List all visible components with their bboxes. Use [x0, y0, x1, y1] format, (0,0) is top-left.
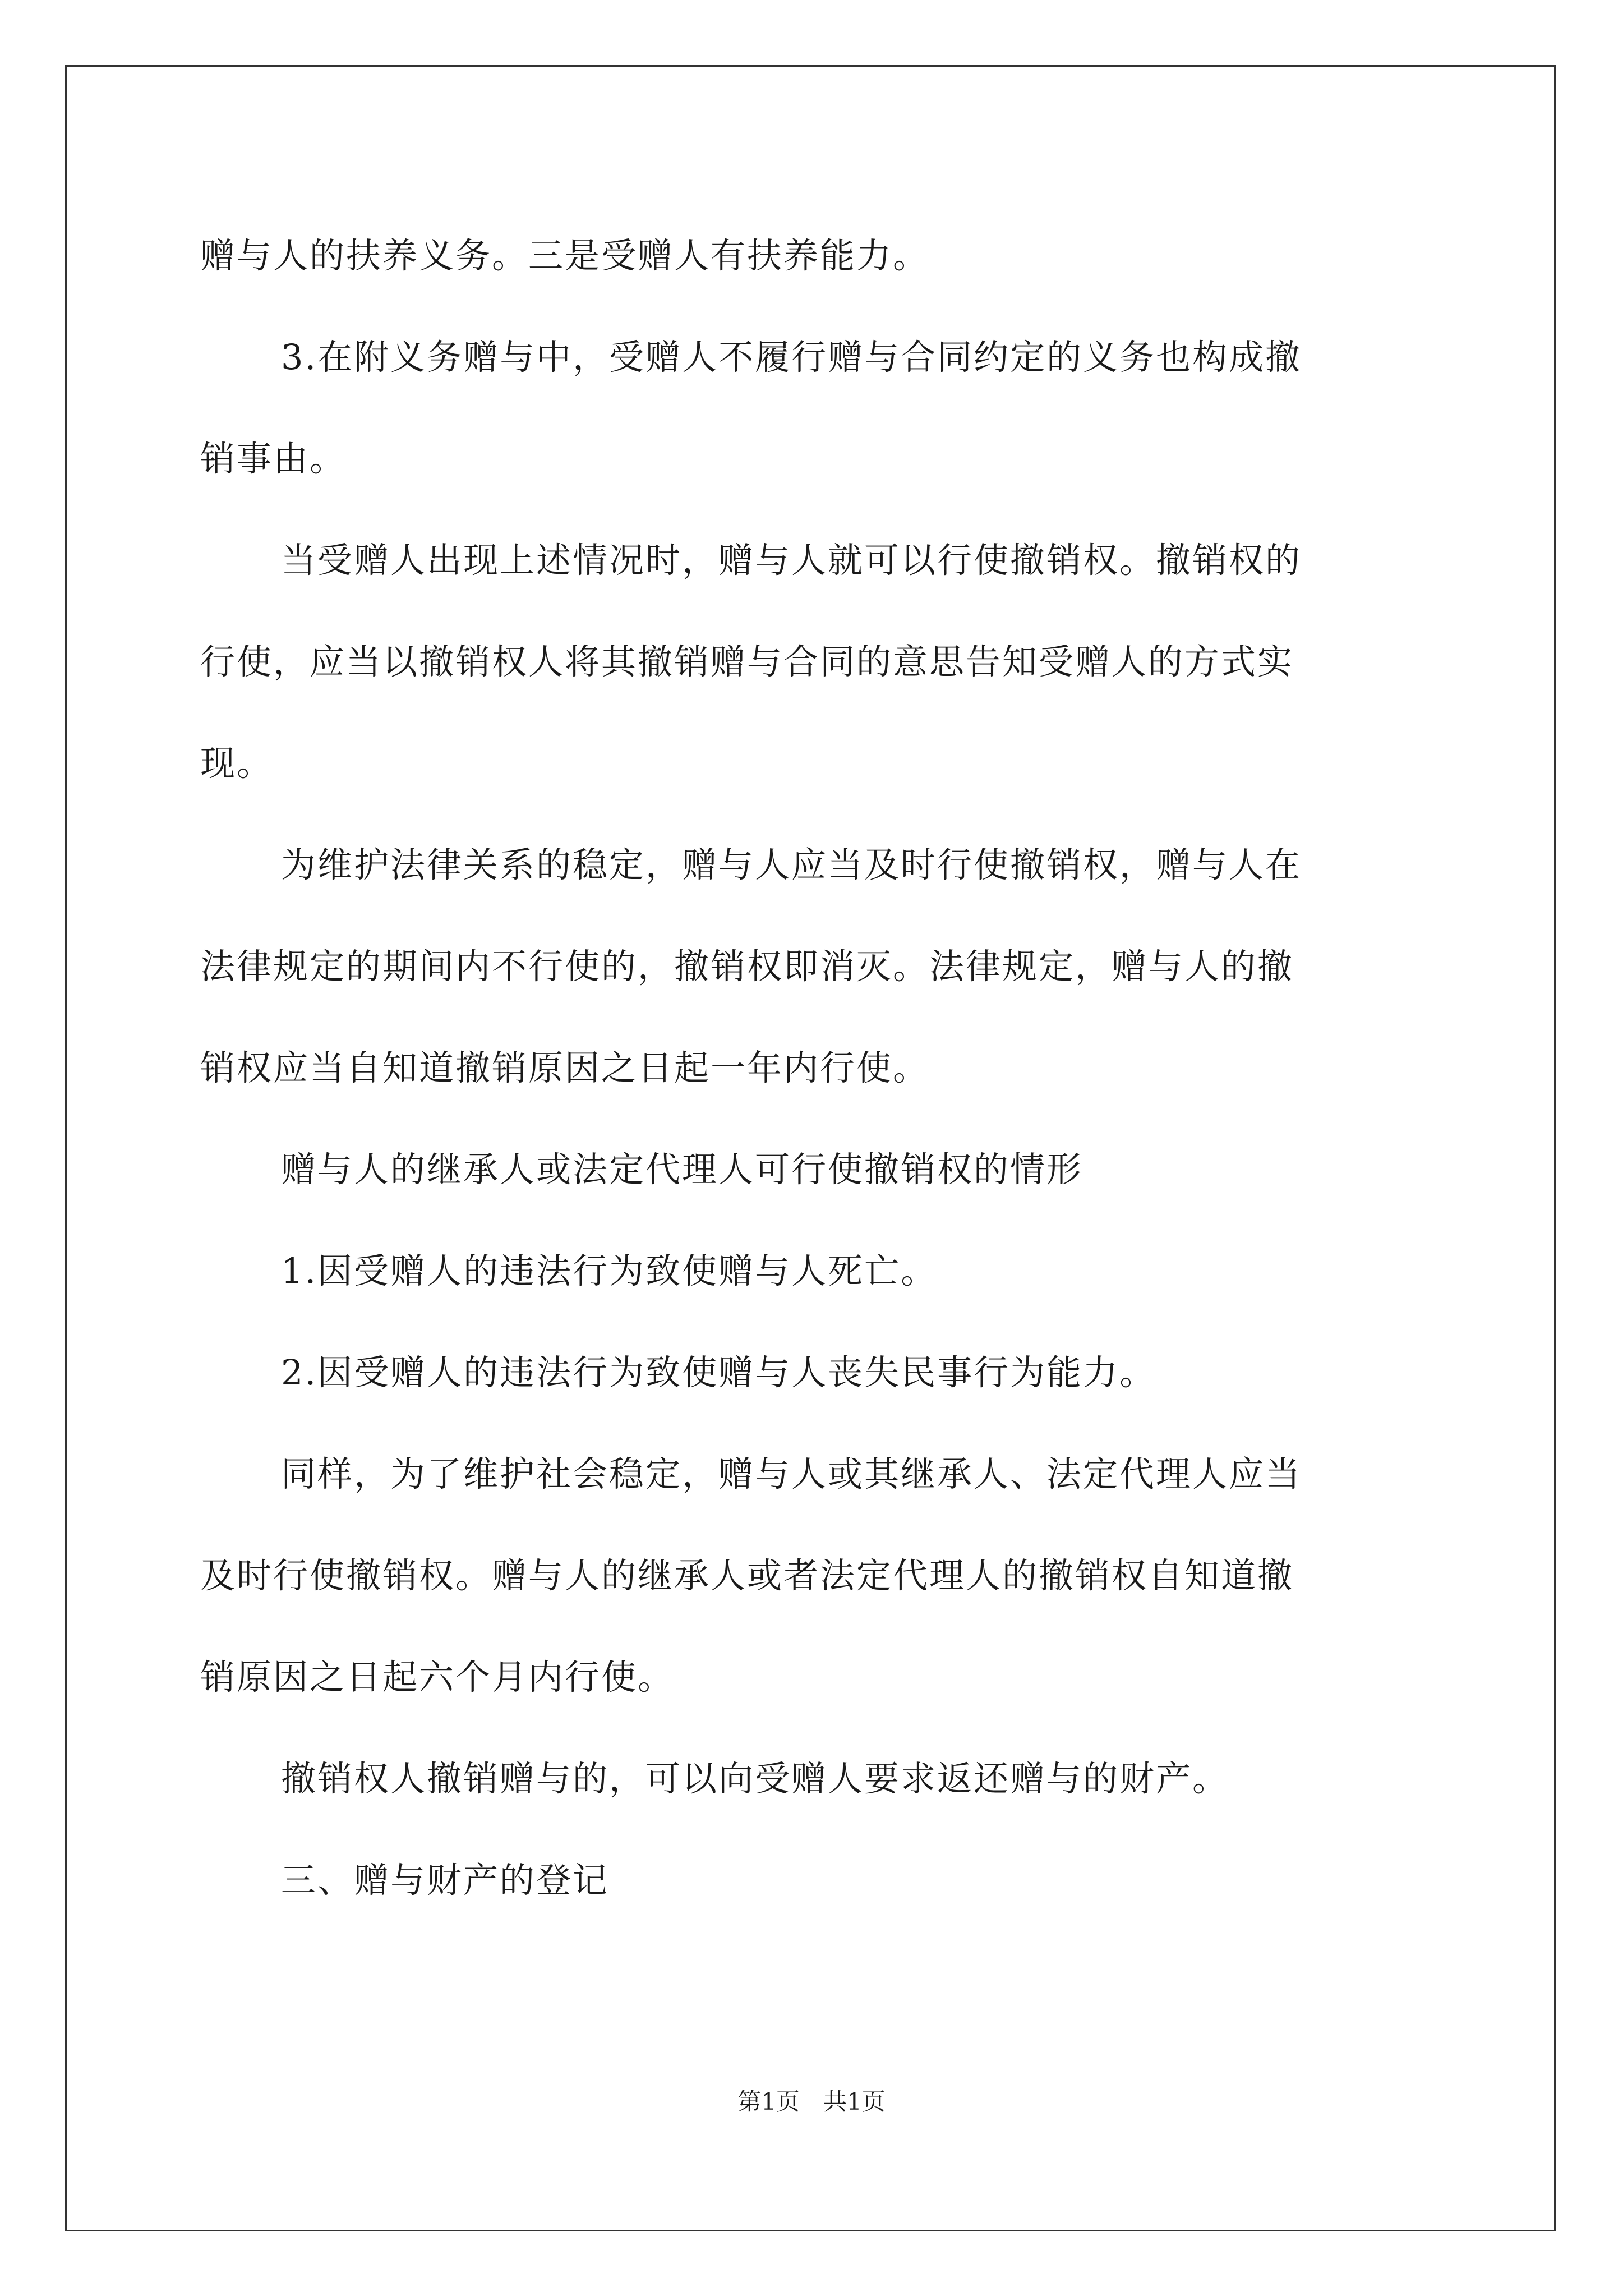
text-line: 当受赠人出现上述情况时，赠与人就可以行使撤销权。撤销权的 — [281, 540, 1302, 581]
text-line: 行使，应当以撤销权人将其撤销赠与合同的意思告知受赠人的方式实 — [200, 641, 1294, 682]
text-line: 现。 — [200, 743, 274, 784]
text-line: 销权应当自知道撤销原因之日起一年内行使。 — [200, 1047, 930, 1088]
text-line: 法律规定的期间内不行使的，撤销权即消灭。法律规定，赠与人的撤 — [200, 946, 1294, 987]
text-line: 销事由。 — [200, 438, 347, 479]
text-line: 同样，为了维护社会稳定，赠与人或其继承人、法定代理人应当 — [281, 1453, 1302, 1494]
text-line: 赠与人的继承人或法定代理人可行使撤销权的情形 — [281, 1149, 1083, 1190]
text-line: 为维护法律关系的稳定，赠与人应当及时行使撤销权，赠与人在 — [281, 844, 1302, 885]
text-line: 3.在附义务赠与中，受赠人不履行赠与合同约定的义务也构成撤 — [281, 337, 1302, 378]
text-line: 赠与人的扶养义务。三是受赠人有扶养能力。 — [200, 235, 930, 276]
text-line: 销原因之日起六个月内行使。 — [200, 1657, 675, 1697]
page-number: 第1页 共1页 — [737, 2088, 886, 2115]
text-line: 及时行使撤销权。赠与人的继承人或者法定代理人的撤销权自知道撤 — [200, 1555, 1294, 1596]
section-heading: 三、赠与财产的登记 — [281, 1860, 610, 1901]
text-line: 撤销权人撤销赠与的，可以向受赠人要求返还赠与的财产。 — [281, 1758, 1229, 1799]
text-line: 2.因受赠人的违法行为致使赠与人丧失民事行为能力。 — [281, 1352, 1156, 1393]
text-line: 1.因受赠人的违法行为致使赠与人死亡。 — [281, 1250, 938, 1291]
document-body — [200, 205, 1440, 1931]
page-footer — [0, 2083, 1623, 2117]
